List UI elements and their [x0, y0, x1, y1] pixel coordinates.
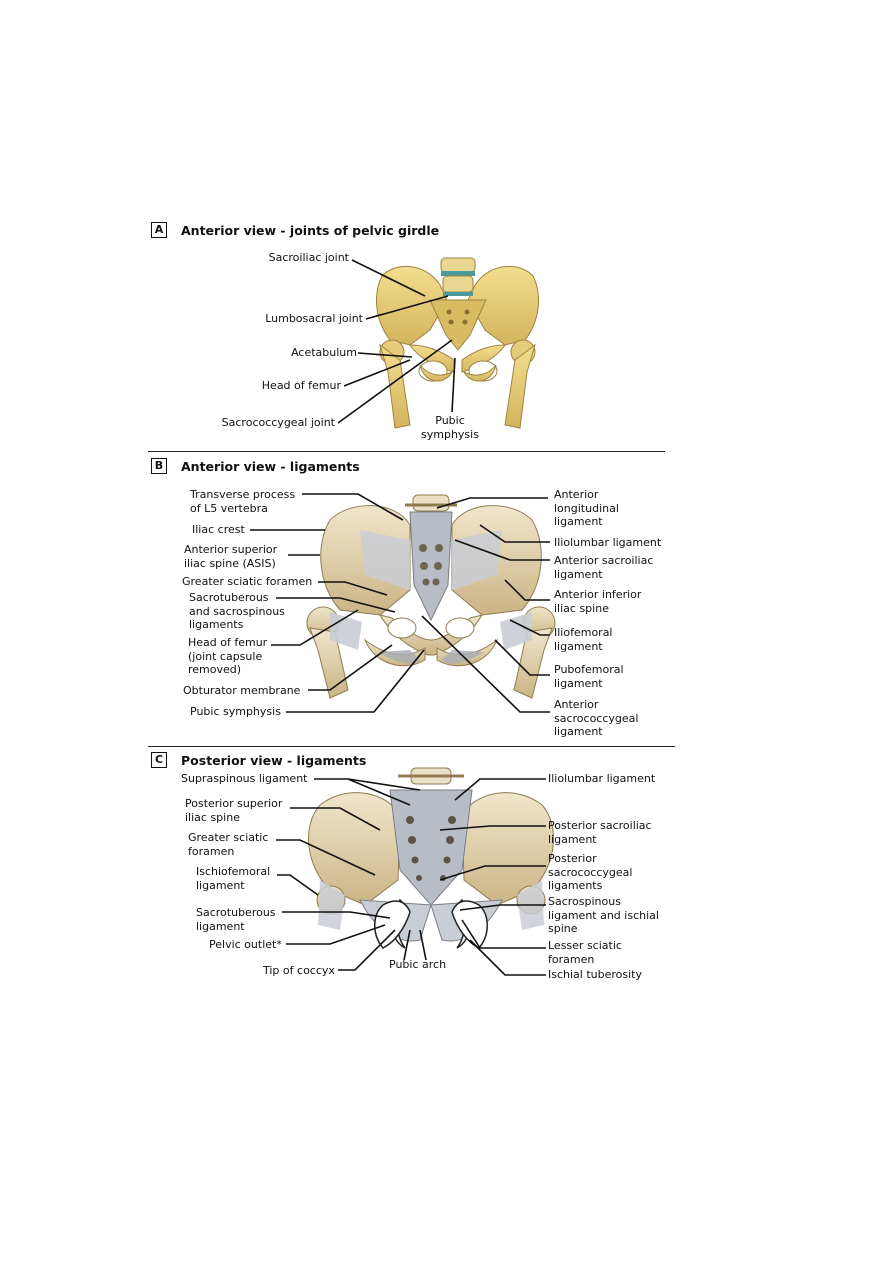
label-sacrotuberous-c: Sacrotuberous ligament: [196, 906, 276, 933]
label-acetabulum: Acetabulum: [291, 346, 357, 359]
label-asis: Anterior superior iliac spine (ASIS): [184, 543, 278, 570]
panel-c-title: Posterior view - ligaments: [181, 753, 367, 768]
label-pelvic-outlet: Pelvic outlet*: [209, 938, 282, 951]
label-anterior-sacroiliac: Anterior sacroiliac ligament: [554, 554, 654, 581]
label-pubic-symphysis: Pubic symphysis: [421, 414, 479, 441]
pelvis-ligaments-anterior-illustration: [307, 495, 555, 698]
label-aiis: Anterior inferior iliac spine: [554, 588, 642, 615]
label-sacrospinous-ischial: Sacrospinous ligament and ischial spine: [548, 895, 659, 935]
label-head-of-femur: Head of femur: [261, 379, 341, 392]
panel-b-letter: B: [151, 458, 167, 474]
label-transverse-process: Transverse process of L5 vertebra: [190, 488, 296, 515]
panel-a-title: Anterior view - joints of pelvic girdle: [181, 223, 440, 238]
label-psis: Posterior superior iliac spine: [185, 797, 283, 824]
label-lumbosacral-joint: Lumbosacral joint: [265, 312, 363, 325]
divider-a-b: [148, 451, 665, 452]
label-pubic-symphysis-b: Pubic symphysis: [190, 705, 281, 718]
label-greater-sciatic-foramen-b: Greater sciatic foramen: [182, 575, 313, 588]
label-greater-sciatic-foramen-c: Greater sciatic foramen: [188, 831, 269, 858]
label-lesser-sciatic: Lesser sciatic foramen: [548, 939, 622, 966]
label-iliofemoral: Iliofemoral ligament: [554, 626, 613, 653]
label-iliolumbar-c: Iliolumbar ligament: [548, 772, 656, 785]
label-posterior-sacroiliac: Posterior sacroiliac ligament: [548, 819, 652, 846]
panel-a-letter: A: [151, 222, 167, 238]
label-posterior-sacrococcygeal: Posterior sacrococcygeal ligaments: [548, 852, 633, 892]
label-anterior-longitudinal: Anterior longitudinal ligament: [554, 488, 619, 528]
label-obturator-membrane: Obturator membrane: [183, 684, 301, 697]
panel-c-letter: C: [151, 752, 167, 768]
label-sacroiliac-joint: Sacroiliac joint: [268, 251, 349, 264]
label-pubic-arch: Pubic arch: [389, 958, 447, 971]
label-supraspinous: Supraspinous ligament: [181, 772, 308, 785]
label-sacrococcygeal-joint: Sacrococcygeal joint: [221, 416, 335, 429]
label-iliolumbar-b: Iliolumbar ligament: [554, 536, 662, 549]
label-ischiofemoral: Ischiofemoral ligament: [196, 865, 271, 892]
label-head-of-femur-b: Head of femur (joint capsule removed): [188, 636, 268, 676]
divider-b-c: [148, 746, 675, 747]
label-iliac-crest: Iliac crest: [192, 523, 245, 536]
label-ischial-tuberosity: Ischial tuberosity: [548, 968, 642, 981]
pelvis-ligaments-posterior-illustration: [309, 768, 554, 948]
label-sacrotuberous-sacrospinous: Sacrotuberous and sacrospinous ligaments: [189, 591, 285, 631]
label-anterior-sacrococcygeal: Anterior sacrococcygeal ligament: [554, 698, 639, 738]
label-tip-of-coccyx: Tip of coccyx: [263, 964, 335, 977]
label-pubofemoral: Pubofemoral ligament: [554, 663, 624, 690]
panel-b-title: Anterior view - ligaments: [181, 459, 360, 474]
